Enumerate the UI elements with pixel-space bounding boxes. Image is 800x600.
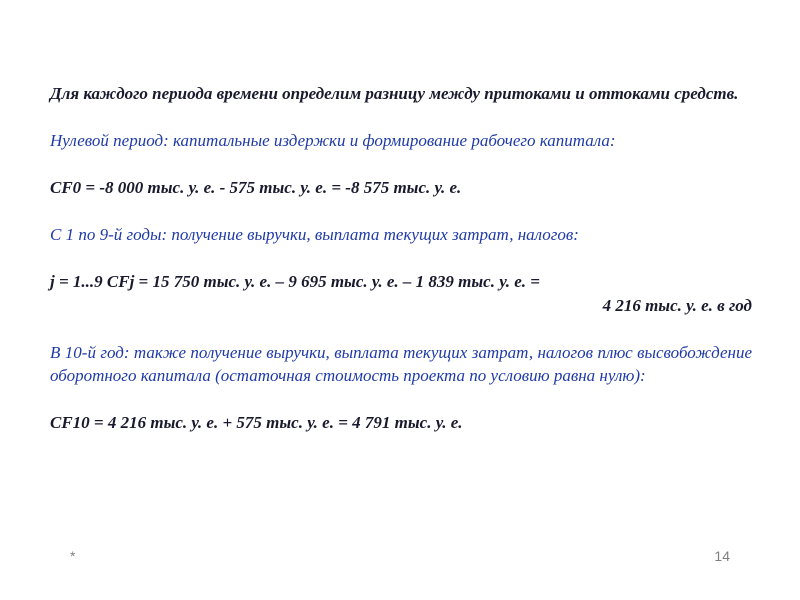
- cf0-formula: CF0 = -8 000 тыс. у. е. - 575 тыс. у. е. = -8 575 тыс. у. е.: [50, 178, 462, 197]
- spacer: [50, 388, 752, 412]
- years-1-9-label: С 1 по 9-й годы: получение выручки, выплата текущих затрат, налогов:: [50, 225, 579, 244]
- slide-content: [50, 82, 752, 435]
- spacer: [50, 200, 752, 224]
- footer-marker: *: [70, 548, 76, 564]
- cfj-formula-line2: 4 216 тыс. у. е. в год: [602, 295, 752, 315]
- year-10-label: В 10-й год: также получение выручки, выплата текущих затрат, налогов плюс высвобождение оборотного капитала (остаточная стоимость проекта по условию равна нулю):: [50, 342, 752, 385]
- spacer: [50, 106, 752, 130]
- intro-text: Для каждого периода времени определим разницу между притоками и оттоками средств.: [50, 84, 739, 103]
- cfj-formula-line1: j = 1...9 CFj = 15 750 тыс. у. е. – 9 695 тыс. у. е. – 1 839 тыс. у. е. =: [50, 272, 540, 291]
- cf10-formula: CF10 = 4 216 тыс. у. е. + 575 тыс. у. е. = 4 791 тыс. у. е.: [50, 413, 463, 432]
- page-number: 14: [714, 548, 730, 564]
- zero-period-label: Нулевой период: капитальные издержки и формирование рабочего капитала:: [50, 131, 616, 150]
- spacer: [50, 317, 752, 341]
- spacer: [50, 153, 752, 177]
- spacer: [50, 247, 752, 271]
